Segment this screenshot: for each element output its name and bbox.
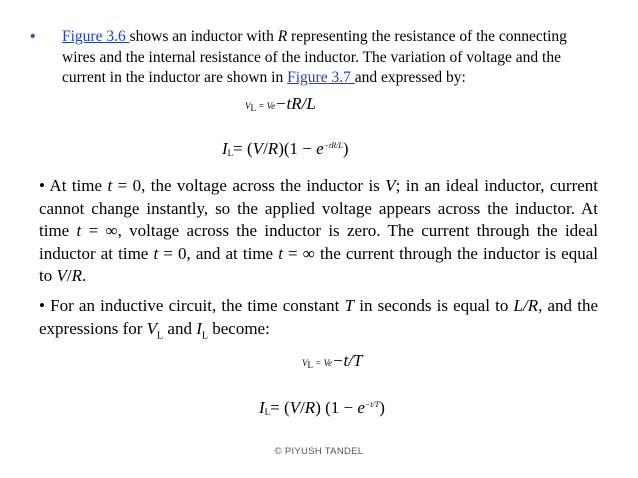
intro-r: R bbox=[277, 28, 288, 45]
eq2-i: I bbox=[222, 139, 228, 158]
bullet-intro-text bbox=[62, 27, 600, 89]
p3-text-4: and bbox=[163, 318, 197, 338]
bullet-intro bbox=[30, 27, 600, 89]
p3-T: T bbox=[344, 296, 355, 315]
eq3-v-sub: L bbox=[307, 360, 313, 370]
eq2-v: V bbox=[252, 139, 264, 158]
intro-text-3: and expressed by: bbox=[354, 69, 466, 86]
p2-text-6: = ∞ the current through the inductor is equal to bbox=[39, 243, 598, 285]
bullet-marker: • bbox=[30, 28, 36, 45]
p3-v: V bbox=[146, 318, 158, 338]
p2-vr-r: R bbox=[71, 266, 82, 285]
eq2-slash: / bbox=[263, 139, 268, 158]
p3-text-2: in seconds is equal to bbox=[354, 296, 514, 315]
p3-lr: L/R, bbox=[513, 296, 543, 315]
p3-i-sub: L bbox=[201, 329, 208, 341]
eq2-part-1: = ( bbox=[233, 139, 253, 158]
p3-v-sub: L bbox=[157, 329, 164, 341]
eq2-close: ) bbox=[342, 139, 349, 158]
eq4-slash: / bbox=[300, 398, 305, 417]
p3-text-5: become: bbox=[207, 318, 270, 338]
paragraph-time-constant bbox=[39, 295, 598, 347]
eq1-v-sub: L bbox=[250, 103, 256, 113]
eq2-r: R bbox=[267, 139, 279, 158]
p2-text-2: = 0, the voltage across the inductor is bbox=[112, 176, 386, 195]
eq4-i: I bbox=[259, 398, 265, 417]
eq3-v: V bbox=[302, 358, 308, 368]
p3-i: I bbox=[196, 318, 202, 338]
eq1-v: V bbox=[245, 101, 251, 111]
equation-current-2 bbox=[259, 398, 385, 418]
intro-text-1: shows an inductor with bbox=[129, 28, 278, 45]
eq3-exponent: −t/T bbox=[332, 351, 363, 370]
eq4-exponent: −t/T bbox=[364, 400, 380, 409]
p2-t-1: t bbox=[107, 176, 113, 195]
p2-text-4: = ∞, voltage across the inductor is zero. The current through the ideal inductor at time bbox=[39, 221, 598, 263]
paragraph-time-behaviour bbox=[39, 175, 598, 288]
p2-t-3: t bbox=[153, 243, 159, 263]
equation-voltage-2 bbox=[302, 351, 362, 371]
equation-voltage-1 bbox=[245, 94, 316, 114]
eq2-e: e bbox=[316, 139, 324, 158]
figure-3-7-link[interactable]: Figure 3.7 bbox=[287, 69, 355, 86]
eq4-part-1: = ( bbox=[270, 398, 290, 417]
eq3-eq-ve: = Ve bbox=[313, 358, 333, 368]
p2-text-7: . bbox=[82, 266, 87, 285]
eq4-part-2: ) (1 − bbox=[315, 398, 358, 417]
eq2-part-2: )(1 − bbox=[278, 139, 317, 158]
p2-text-5: = 0, and at time bbox=[158, 243, 279, 263]
eq4-close: ) bbox=[379, 398, 385, 417]
eq2-i-sub: L bbox=[227, 148, 234, 158]
p2-t-4: t bbox=[278, 243, 283, 263]
eq2-exponent: −tR/L bbox=[323, 141, 343, 150]
intro-text-2: representing the resistance of the connecting wires and the internal resistance of the inductor. The variation of voltage and the current in the inductor are shown in bbox=[62, 28, 567, 86]
p2-text-3: ; in an ideal inductor, current cannot change instantly, so the applied voltage appears across the inductor. At time bbox=[39, 176, 599, 240]
copyright-footer: © PIYUSH TANDEL bbox=[274, 446, 364, 457]
eq4-r: R bbox=[304, 398, 316, 417]
p2-vr-v: V bbox=[56, 266, 67, 285]
p2-slash: / bbox=[66, 266, 72, 285]
eq1-exponent: −tR/L bbox=[275, 94, 316, 113]
eq4-i-sub: L bbox=[264, 407, 271, 417]
eq4-v: V bbox=[289, 398, 301, 417]
p2-t-2: t bbox=[76, 221, 82, 240]
figure-3-6-link[interactable]: Figure 3.6 bbox=[62, 28, 130, 45]
p2-text-1: • At time bbox=[39, 176, 108, 195]
p2-v: V bbox=[385, 176, 396, 195]
eq4-e: e bbox=[357, 398, 365, 417]
p3-text-3: and the expressions for bbox=[39, 296, 598, 338]
equation-current-1 bbox=[222, 139, 349, 159]
p3-text-1: • For an inductive circuit, the time constant bbox=[39, 296, 345, 315]
eq1-eq-ve: = Ve bbox=[256, 101, 276, 111]
